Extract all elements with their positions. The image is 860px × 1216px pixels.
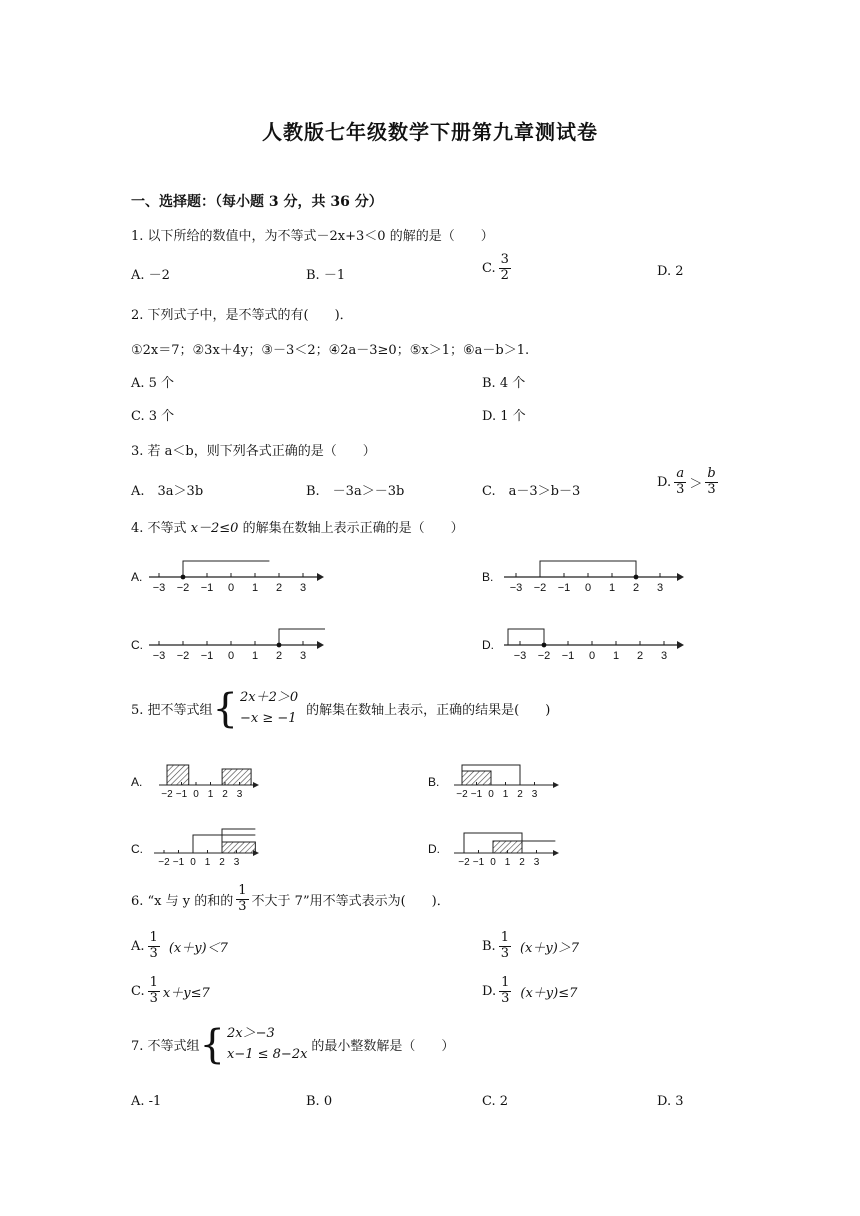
- q4-expression: x－2≤0: [190, 521, 239, 536]
- question-5-stem: [131, 685, 551, 732]
- q6-c-fraction: [148, 976, 160, 1007]
- q6-b-fraction: [499, 931, 511, 962]
- q5-stem-suffix: 的解集在数轴上表示，正确的结果是( ): [306, 703, 551, 719]
- question-6-stem: [131, 884, 450, 915]
- solution-region: [167, 765, 189, 785]
- tick-label: 3: [299, 582, 307, 594]
- tick-label: −2: [176, 582, 190, 594]
- tick-label: 0: [227, 650, 235, 662]
- fraction-denominator: 3: [501, 990, 510, 1006]
- tick-label: −3: [509, 582, 523, 594]
- question-2-items: ①2x＝7；②3x＋4y；③－3＜2；④2a－3≥0；⑤x＞1；⑥a－b＞1.: [131, 343, 530, 358]
- page-title: 人教版七年级数学下册第九章测试卷: [262, 120, 598, 144]
- q3-d-fraction-b: [705, 467, 717, 498]
- q6-d-expression: (x＋y)≤7: [520, 985, 578, 1001]
- arrow-icon: [317, 573, 324, 581]
- tick-label: −3: [152, 582, 166, 594]
- tick-label: 0: [490, 857, 496, 868]
- arrow-icon: [253, 782, 259, 788]
- tick-label: 1: [504, 857, 511, 868]
- q3-option-d: [657, 467, 721, 498]
- q6-option-d: [482, 976, 577, 1007]
- q6-d-label: D.: [482, 983, 497, 999]
- q6-stem-suffix: 不大于 7”用不等式表示为( )．: [251, 893, 450, 909]
- q2-option-a: A. 5 个: [131, 376, 175, 391]
- q2-option-d: D. 1 个: [482, 409, 526, 424]
- solution-region: [222, 769, 251, 785]
- arrow-icon: [553, 782, 559, 788]
- tick-label: 0: [193, 789, 199, 800]
- tick-label: −1: [172, 857, 185, 868]
- tick-label: 2: [219, 857, 225, 868]
- left-brace-icon: {: [212, 685, 238, 732]
- q4-option-c-label: C.: [131, 638, 143, 652]
- tick-label: 3: [656, 582, 664, 594]
- q4-number-line-d: [500, 623, 685, 667]
- q2-option-b: B. 4 个: [482, 376, 526, 391]
- tick-label: 3: [299, 650, 307, 662]
- tick-label: 2: [222, 789, 228, 800]
- q7-inequality-system: [199, 1021, 308, 1068]
- q3-option-c: C. a－3＞b－3: [482, 484, 581, 499]
- arrow-icon: [677, 573, 684, 581]
- solid-dot-icon: [634, 575, 639, 580]
- tick-label: 3: [233, 857, 240, 868]
- q7-option-b: B. 0: [306, 1094, 333, 1109]
- q3-option-a: A. 3a＞3b: [131, 484, 204, 499]
- q5-inequality-system: [212, 685, 299, 732]
- arrow-icon: [677, 641, 684, 649]
- q5-option-b-label: B.: [428, 775, 440, 789]
- q4-option-d-label: D.: [482, 638, 494, 652]
- q6-fraction: [236, 884, 248, 915]
- tick-label: 0: [588, 650, 596, 662]
- tick-label: 1: [251, 650, 259, 662]
- q3-d-operator: ＞: [689, 476, 703, 492]
- q5-option-a-label: A.: [131, 775, 143, 789]
- fraction-numerator: 1: [501, 975, 510, 990]
- q5-stem-prefix: 5. 把不等式组: [131, 703, 213, 719]
- q1-option-a: A. －2: [131, 268, 170, 283]
- tick-label: 0: [190, 857, 196, 868]
- fraction-denominator: 3: [500, 945, 509, 961]
- q7-stem-suffix: 的最小整数解是（ ）: [311, 1039, 455, 1055]
- q6-option-b: [482, 931, 579, 962]
- tick-label: 1: [502, 789, 509, 800]
- tick-label: 3: [531, 789, 538, 800]
- fraction-denominator: 3: [238, 898, 247, 914]
- tick-label: −1: [472, 857, 485, 868]
- tick-label: −2: [458, 857, 470, 868]
- q7-option-d: D. 3: [657, 1094, 684, 1109]
- tick-label: 2: [275, 582, 283, 594]
- tick-label: 3: [236, 789, 243, 800]
- q4-option-a-label: A.: [131, 570, 143, 584]
- tick-label: −3: [513, 650, 527, 662]
- q4-number-line-a: [145, 555, 325, 599]
- fraction-denominator: 2: [500, 267, 509, 283]
- q5-option-d-label: D.: [428, 842, 440, 856]
- tick-label: −1: [200, 582, 214, 594]
- fraction-denominator: 3: [149, 990, 158, 1006]
- q7-option-c: C. 2: [482, 1094, 509, 1109]
- tick-label: 1: [612, 650, 620, 662]
- q5-number-line-a: [155, 755, 260, 801]
- q1-option-d: D. 2: [657, 264, 684, 279]
- tick-label: 2: [517, 789, 523, 800]
- q5-option-c-label: C.: [131, 842, 143, 856]
- tick-label: 2: [636, 650, 644, 662]
- q3-option-d-label: D.: [657, 474, 672, 490]
- tick-label: −2: [158, 857, 170, 868]
- solution-region: [183, 561, 269, 577]
- q4-number-line-c: [145, 623, 325, 667]
- q4-stem-prefix: 4. 不等式: [131, 521, 191, 536]
- question-3-stem: 3. 若 a＜b，则下列各式正确的是（ ）: [131, 444, 376, 459]
- question-1-stem: 1. 以下所给的数值中，为不等式－2x+3＜0 的解的是（ ）: [131, 229, 494, 244]
- arrow-icon: [553, 850, 559, 856]
- q5-number-line-b: [450, 755, 560, 801]
- fraction-numerator: 1: [149, 975, 158, 990]
- q1-option-b: B. －1: [306, 268, 346, 283]
- tick-label: 2: [632, 582, 640, 594]
- tick-label: 1: [608, 582, 616, 594]
- tick-label: 3: [660, 650, 668, 662]
- q3-option-b: B. －3a＞－3b: [306, 484, 405, 499]
- tick-label: 0: [584, 582, 592, 594]
- fraction-numerator: 1: [500, 930, 509, 945]
- question-7-stem: [131, 1021, 455, 1068]
- q6-c-label: C.: [131, 983, 145, 999]
- fraction-denominator: 3: [149, 945, 158, 961]
- tick-label: −1: [175, 789, 188, 800]
- q6-a-fraction: [148, 931, 160, 962]
- q6-b-expression: (x＋y)＞7: [519, 940, 580, 956]
- q4-stem-suffix: 的解集在数轴上表示正确的是（ ）: [238, 521, 464, 536]
- solution-region: [508, 629, 544, 645]
- tick-label: −2: [456, 789, 468, 800]
- tick-label: 2: [519, 857, 525, 868]
- q1-option-c-label: C.: [482, 260, 496, 276]
- q4-number-line-b: [500, 555, 685, 599]
- q5-system-row-1: 2x＋2＞0: [240, 690, 299, 705]
- left-brace-icon: {: [199, 1021, 225, 1068]
- q5-system-row-2: −x ≥ −1: [240, 710, 297, 726]
- tick-label: −1: [561, 650, 575, 662]
- fraction-numerator: 1: [238, 883, 247, 898]
- arrow-icon: [317, 641, 324, 649]
- q7-stem-prefix: 7. 不等式组: [131, 1039, 200, 1055]
- tick-label: 0: [488, 789, 494, 800]
- fraction-numerator: a: [676, 466, 685, 481]
- question-4-stem: [131, 517, 464, 536]
- tick-label: −2: [537, 650, 551, 662]
- q1-option-c: [482, 253, 514, 284]
- q2-option-c: C. 3 个: [131, 409, 175, 424]
- solution-region: [493, 841, 522, 853]
- tick-label: −2: [533, 582, 547, 594]
- solid-dot-icon: [277, 643, 282, 648]
- q6-b-label: B.: [482, 938, 496, 954]
- q6-a-label: A.: [131, 938, 145, 954]
- q6-d-fraction: [499, 976, 511, 1007]
- q6-c-expression: x＋y≤7: [162, 985, 210, 1001]
- tick-label: −1: [200, 650, 214, 662]
- fraction-denominator: 3: [676, 481, 685, 497]
- tick-label: −1: [470, 789, 483, 800]
- q4-option-b-label: B.: [482, 570, 494, 584]
- q6-option-c: [131, 976, 210, 1007]
- q7-system-row-1: 2x＞−3: [227, 1026, 275, 1041]
- q3-d-fraction-a: [674, 467, 686, 498]
- q5-number-line-c: [150, 823, 260, 869]
- tick-label: −3: [152, 650, 166, 662]
- q6-option-a: [131, 931, 228, 962]
- tick-label: −2: [176, 650, 190, 662]
- tick-label: 3: [533, 857, 540, 868]
- fraction-numerator: 1: [149, 930, 158, 945]
- tick-label: 1: [204, 857, 211, 868]
- tick-label: 0: [227, 582, 235, 594]
- solution-region: [462, 771, 491, 785]
- q5-number-line-d: [450, 823, 560, 869]
- tick-label: −2: [161, 789, 173, 800]
- tick-label: 2: [275, 650, 283, 662]
- fraction-numerator: 3: [500, 252, 509, 267]
- q1-option-c-fraction: [499, 253, 511, 284]
- q7-system-row-2: x−1 ≤ 8−2x: [227, 1046, 308, 1062]
- solution-region: [222, 842, 255, 853]
- solid-dot-icon: [181, 575, 186, 580]
- tick-label: −1: [557, 582, 571, 594]
- solid-dot-icon: [542, 643, 547, 648]
- q7-option-a: A. -1: [131, 1094, 162, 1109]
- tick-label: 1: [251, 582, 259, 594]
- fraction-denominator: 3: [707, 481, 716, 497]
- q6-a-expression: (x＋y)＜7: [168, 940, 228, 956]
- fraction-numerator: b: [707, 466, 716, 481]
- section-heading: 一、选择题：（每小题 3 分，共 36 分）: [131, 194, 383, 210]
- question-2-stem: 2. 下列式子中，是不等式的有( )．: [131, 308, 353, 323]
- q6-stem-prefix: 6. “x 与 y 的和的: [131, 893, 234, 909]
- tick-label: 1: [207, 789, 214, 800]
